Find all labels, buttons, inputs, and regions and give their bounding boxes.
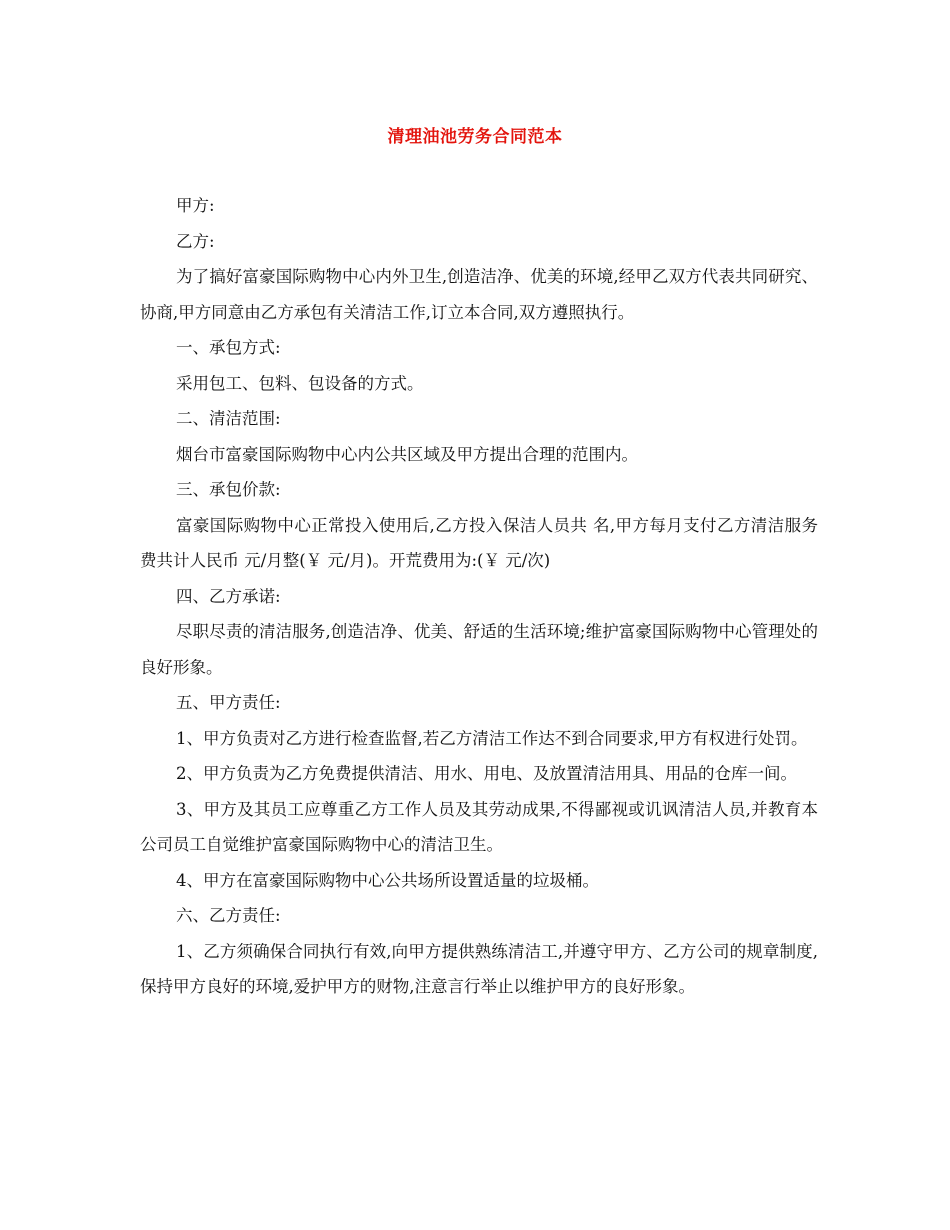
party-a-duty-item: 2、甲方负责为乙方免费提供清洁、用水、用电、及放置清洁用具、用品的仓库一间。 xyxy=(176,764,797,783)
section-heading-party-b-duties: 六、乙方责任: xyxy=(176,906,281,925)
party-a-duty-item: 3、甲方及其员工应尊重乙方工作人员及其劳动成果,不得鄙视或讥讽清洁人员,并教育本公司员工自觉维护富豪国际购物中心的清洁卫生。 xyxy=(140,799,818,854)
section-heading-cleaning-scope: 二、清洁范围: xyxy=(176,409,281,428)
section-heading-contract-method: 一、承包方式: xyxy=(176,338,281,357)
document-body xyxy=(140,188,818,1005)
section-heading-party-b-commitment: 四、乙方承诺: xyxy=(176,586,281,606)
section-heading-party-a-duties: 五、甲方责任: xyxy=(176,693,281,712)
party-b-line: 乙方: xyxy=(176,231,215,251)
contract-price-paragraph: 富豪国际购物中心正常投入使用后,乙方投入保洁人员共 名,甲方每月支付乙方清洁服务费共计人民币 元/月整(￥ 元/月)。开荒费用为:(￥ 元/次) xyxy=(140,515,818,570)
contract-method-paragraph: 采用包工、包料、包设备的方式。 xyxy=(176,373,424,393)
section-heading-contract-price: 三、承包价款: xyxy=(176,480,281,499)
party-a-duty-item: 4、甲方在富豪国际购物中心公共场所设置适量的垃圾桶。 xyxy=(176,870,599,890)
party-a-duty-item: 1、甲方负责对乙方进行检查监督,若乙方清洁工作达不到合同要求,甲方有权进行处罚。 xyxy=(176,728,808,748)
document-title: 清理油池劳务合同范本 xyxy=(387,127,563,147)
cleaning-scope-paragraph: 烟台市富豪国际购物中心内公共区域及甲方提出合理的范围内。 xyxy=(176,444,638,464)
party-b-commitment-paragraph: 尽职尽责的清洁服务,创造洁净、优美、舒适的生活环境;维护富豪国际购物中心管理处的良好形象。 xyxy=(140,622,818,677)
party-b-duty-item: 1、乙方须确保合同执行有效,向甲方提供熟练清洁工,并遵守甲方、乙方公司的规章制度,保持甲方良好的环境,爱护甲方的财物,注意言行举止以维护甲方的良好形象。 xyxy=(140,941,818,996)
party-a-line: 甲方: xyxy=(176,196,215,215)
preamble-paragraph: 为了搞好富豪国际购物中心内外卫生,创造洁净、优美的环境,经甲乙双方代表共同研究、协商,甲方同意由乙方承包有关清洁工作,订立本合同,双方遵照执行。 xyxy=(140,267,818,322)
